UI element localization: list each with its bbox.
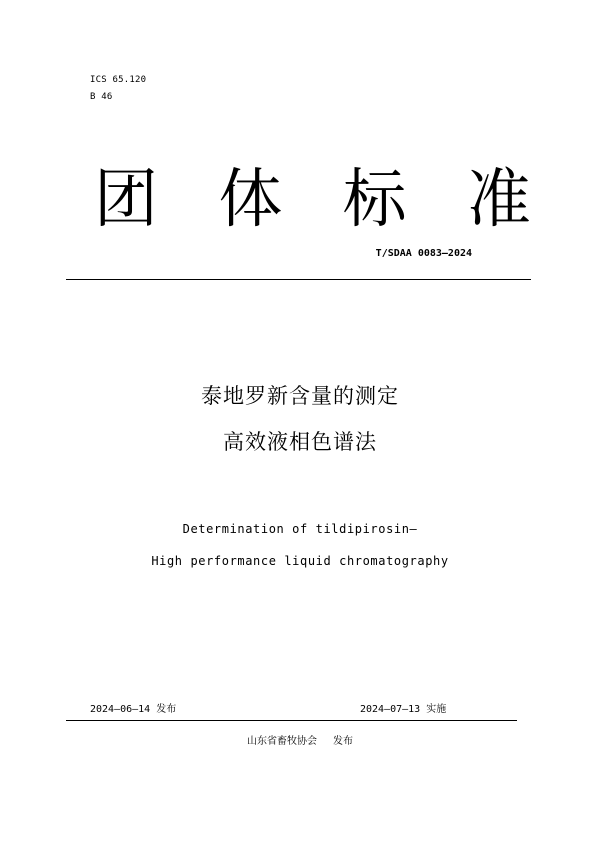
classification-codes (90, 72, 146, 106)
standard-number: T/SDAA 0083—2024 (375, 248, 472, 259)
implementation-date: 2024—07—13 实施 (360, 704, 447, 715)
publisher-action: 发布 (333, 736, 353, 747)
ics-code: ICS 65.120 (90, 75, 147, 85)
document-type-title: 团 体 标 准 (94, 163, 552, 237)
chinese-title-line-1: 泰地罗新含量的测定 (201, 384, 399, 408)
chinese-title-line-2: 高效液相色谱法 (223, 430, 377, 454)
english-title-line-2: High performance liquid chromatography (151, 554, 449, 568)
publisher-line (0, 735, 600, 749)
bottom-divider (66, 720, 517, 721)
top-divider (66, 279, 531, 280)
english-title-line-1: Determination of tildipirosin— (182, 522, 418, 536)
issue-date: 2024—06—14 发布 (90, 704, 177, 715)
ccs-code: B 46 (90, 92, 113, 102)
publisher-name: 山东省畜牧协会 (247, 736, 317, 747)
